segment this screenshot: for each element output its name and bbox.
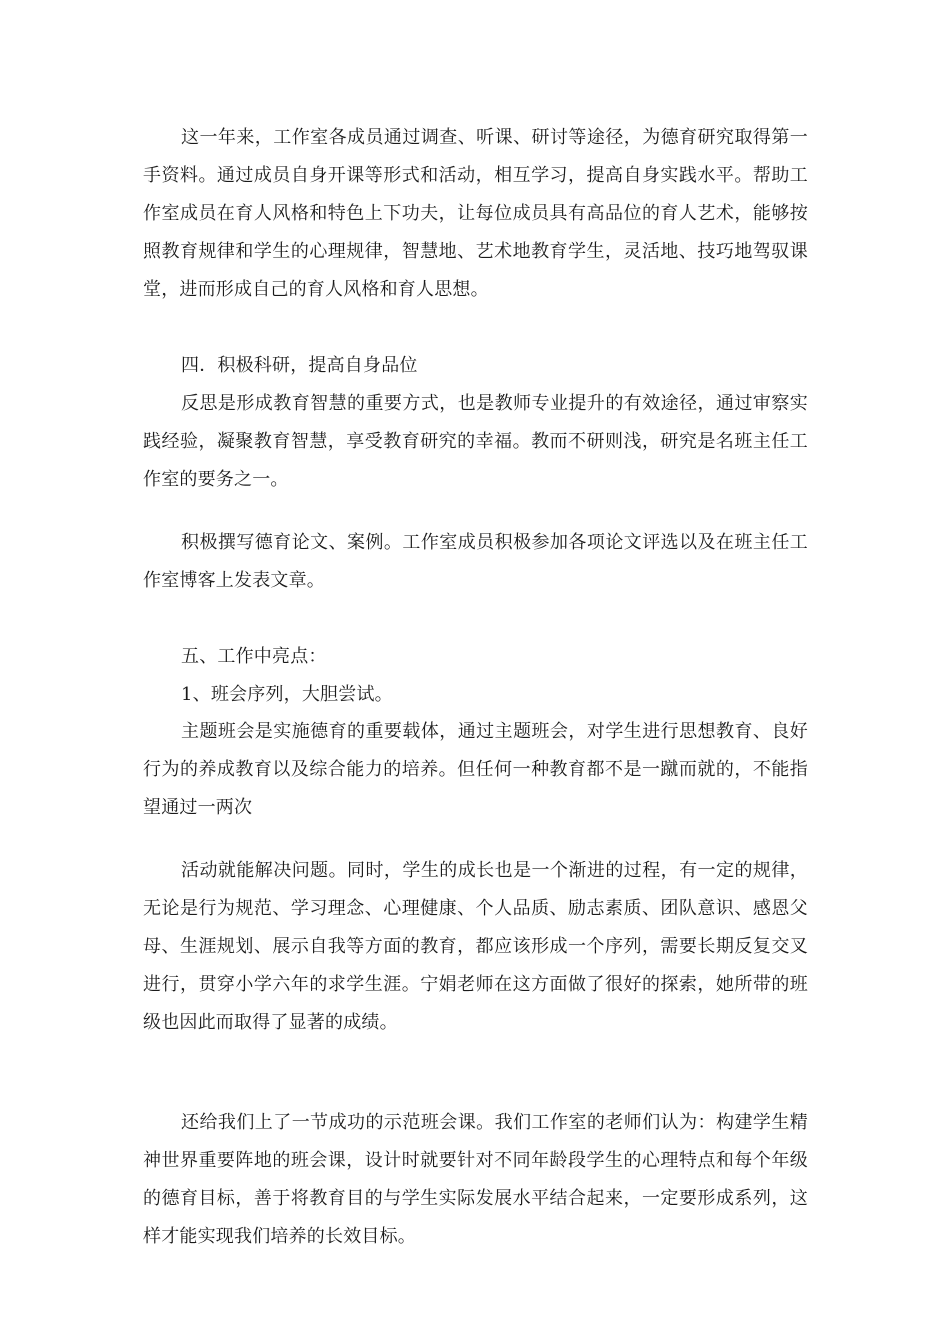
subheading-class-meeting-series: 1、班会序列，大胆尝试。 (181, 684, 393, 705)
paragraph-theme-class-meeting: 主题班会是实施德育的重要载体，通过主题班会，对学生进行思想教育、良好行为的养成教育以及综合能力的培养。但任何一种教育都不是一蹴而就的，不能指望通过一两次 (143, 721, 808, 818)
paragraph-demo-class: 还给我们上了一节成功的示范班会课。我们工作室的老师们认为：构建学生精神世界重要阵地的班会课，设计时就要针对不同年龄段学生的心理特点和每个年级的德育目标，善于将教育目的与学生实际发展水平结合起来，一定要形成系列，这样才能实现我们培养的长效目标。 (143, 1112, 808, 1247)
paragraph-writing-papers: 积极撰写德育论文、案例。工作室成员积极参加各项论文评选以及在班主任工作室博客上发表文章。 (143, 532, 808, 591)
paragraph-student-growth: 活动就能解决问题。同时，学生的成长也是一个渐进的过程，有一定的规律，无论是行为规范、学习理念、心理健康、个人品质、励志素质、团队意识、感恩父母、生涯规划、展示自我等方面的教育，都应该形成一个序列，需要长期反复交叉进行，贯穿小学六年的求学生涯。宁娟老师在这方面做了很好的探索，她所带的班级也因此而取得了显著的成绩。 (143, 860, 808, 1033)
section-heading-research: 四．积极科研，提高自身品位 (181, 355, 418, 376)
section-heading-highlights: 五、工作中亮点： (181, 646, 327, 667)
paragraph-reflection: 反思是形成教育智慧的重要方式，也是教师专业提升的有效途径，通过审察实践经验，凝聚教育智慧，享受教育研究的幸福。教而不研则浅，研究是名班主任工作室的要务之一。 (143, 393, 808, 490)
paragraph-work-summary: 这一年来，工作室各成员通过调查、听课、研讨等途径，为德育研究取得第一手资料。通过成员自身开课等形式和活动，相互学习，提高自身实践水平。帮助工作室成员在育人风格和特色上下功夫，让每位成员具有高品位的育人艺术，能够按照教育规律和学生的心理规律，智慧地、艺术地教育学生，灵活地、技巧地驾驭课堂，进而形成自己的育人风格和育人思想。 (143, 127, 808, 300)
